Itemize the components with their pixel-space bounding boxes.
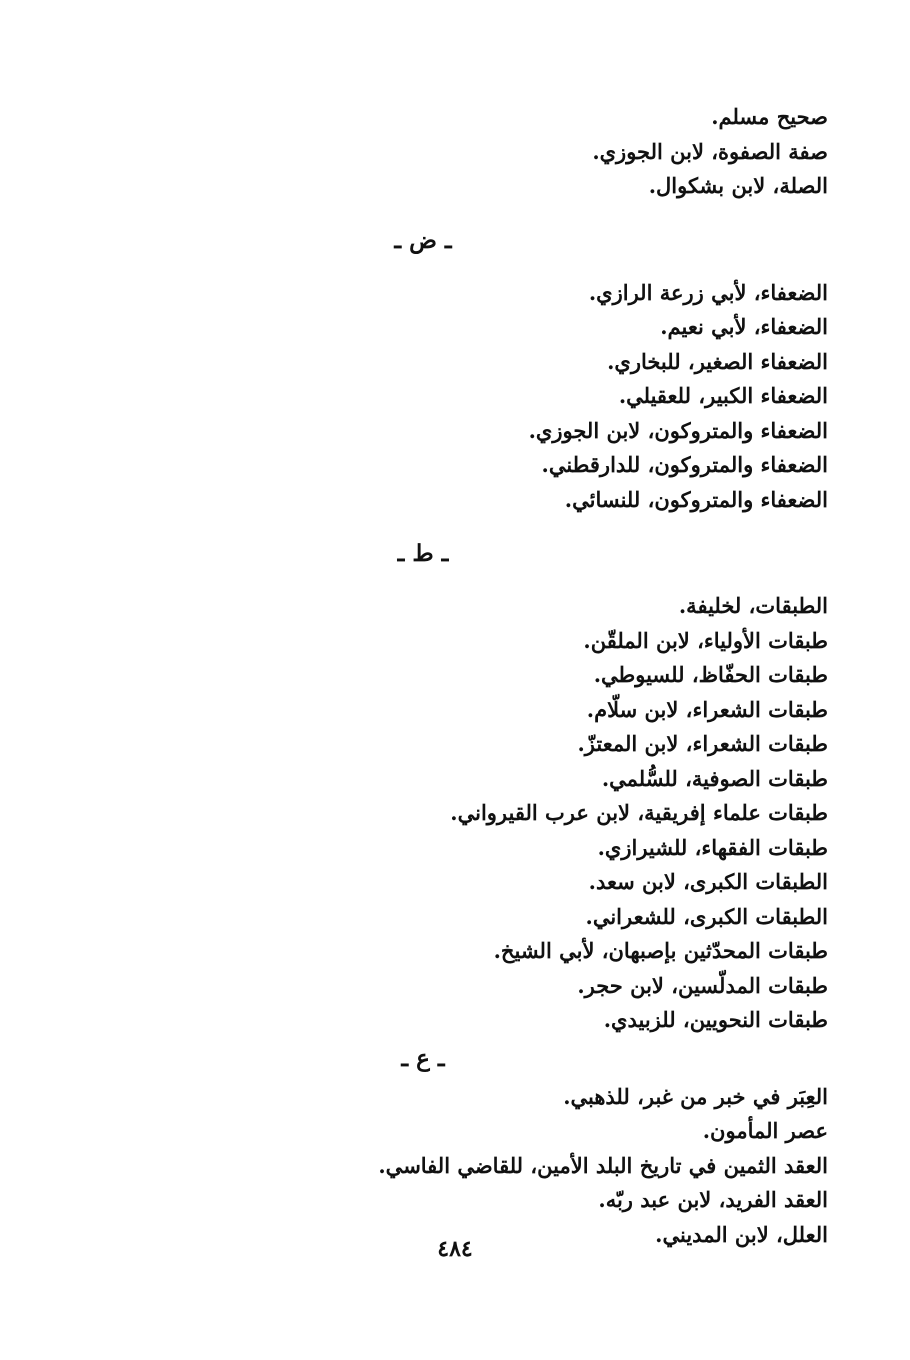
list-item: الضعفاء الكبير، للعقيلي.	[618, 383, 828, 408]
page-number: ٤٨٤	[437, 1236, 473, 1262]
list-item: طبقات المحدّثين بإصبهان، لأبي الشيخ.	[493, 938, 828, 963]
list-item: طبقات المدلّسين، لابن حجر.	[577, 972, 828, 998]
list-item: الطبقات الكبرى، للشعراني.	[585, 903, 828, 929]
list-item: الضعفاء الصغير، للبخاري.	[607, 348, 828, 374]
list-item: صفة الصفوة، لابن الجوزي.	[592, 138, 828, 164]
section-sad-continued	[368, 100, 828, 204]
list-item: طبقات الصوفية، للسُّلمي.	[601, 765, 828, 791]
list-item: طبقات الأولياء، لابن الملقّن.	[583, 627, 828, 653]
list-item: الضعفاء والمتروكون، لابن الجوزي.	[528, 417, 828, 443]
section-heading: ـ ع ـ	[401, 1044, 445, 1072]
list-item: الضعفاء، لأبي نعيم.	[660, 314, 828, 339]
section-heading: ـ ض ـ	[394, 226, 452, 254]
list-item: طبقات الشعراء، لابن المعتزّ.	[577, 731, 828, 756]
list-item: الطبقات الكبرى، لابن سعد.	[588, 869, 828, 894]
list-item: الطبقات، لخليفة.	[678, 593, 828, 618]
list-item: عصر المأمون.	[702, 1118, 828, 1143]
list-item: طبقات النحويين، للزبيدي.	[603, 1007, 828, 1032]
list-item: طبقات علماء إفريقية، لابن عرب القيرواني.	[450, 800, 828, 825]
list-item: العِبَر في خبر من غبر، للذهبي.	[563, 1083, 828, 1109]
list-item: العقد الثمين في تاريخ البلد الأمين، للقاضي الفاسي.	[378, 1152, 828, 1178]
index-column	[368, 100, 828, 1252]
section-heading: ـ ط ـ	[397, 540, 449, 567]
list-item: صحيح مسلم.	[711, 104, 828, 129]
list-item: طبقات الحفّاظ، للسيوطي.	[593, 662, 828, 687]
list-item: الضعفاء والمتروكون، للنسائي.	[564, 486, 828, 512]
list-item: العلل، لابن المديني.	[655, 1221, 828, 1247]
list-item: العقد الفريد، لابن عبد ربّه.	[598, 1187, 828, 1212]
section-ain	[368, 1042, 828, 1253]
section-ta	[368, 537, 828, 1038]
list-item: الصلة، لابن بشكوال.	[648, 173, 828, 198]
list-item: الضعفاء، لأبي زرعة الرازي.	[588, 279, 828, 305]
list-item: الضعفاء والمتروكون، للدارقطني.	[541, 452, 828, 477]
list-item: طبقات الشعراء، لابن سلّام.	[586, 696, 828, 722]
section-dad	[368, 224, 828, 518]
list-item: طبقات الفقهاء، للشيرازي.	[597, 834, 828, 860]
